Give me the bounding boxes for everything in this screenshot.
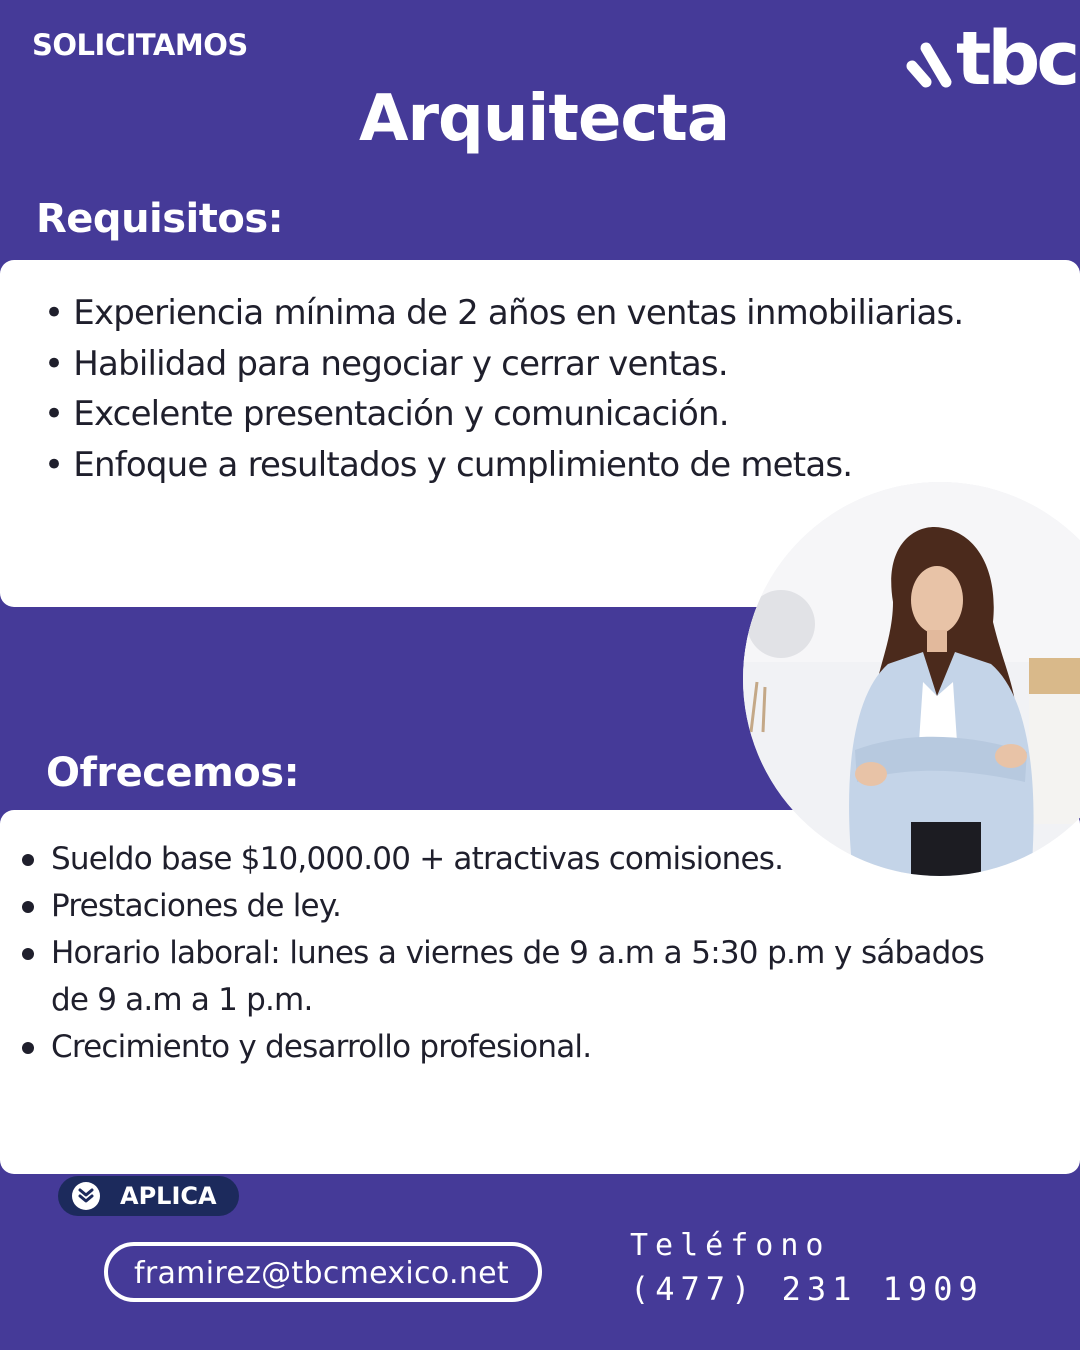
email-text: framirez@tbcmexico.net xyxy=(134,1256,509,1291)
requisitos-heading: Requisitos: xyxy=(36,196,284,242)
apply-label: APLICA xyxy=(120,1182,217,1210)
logo-text: tbc xyxy=(956,16,1077,102)
list-item: Crecimiento y desarrollo profesional. xyxy=(22,1024,984,1071)
requisitos-list xyxy=(44,288,1034,490)
job-title: Arquitecta xyxy=(358,82,730,156)
apply-button[interactable] xyxy=(58,1176,239,1216)
list-item: • Enfoque a resultados y cumplimiento de metas. xyxy=(44,440,1034,491)
ofrecemos-list xyxy=(22,836,984,1071)
list-item: Sueldo base $10,000.00 + atractivas comisiones. xyxy=(22,836,984,883)
email-link[interactable] xyxy=(104,1242,542,1302)
list-item: • Experiencia mínima de 2 años en ventas inmobiliarias. xyxy=(44,288,1034,339)
list-item: • Excelente presentación y comunicación. xyxy=(44,389,1034,440)
phone-label: Teléfono xyxy=(630,1228,831,1263)
chevron-down-circle-icon xyxy=(72,1182,100,1210)
ofrecemos-heading: Ofrecemos: xyxy=(46,750,300,796)
list-item: Horario laboral: lunes a viernes de 9 a.m a 5:30 p.m y sábados de 9 a.m a 1 p.m. xyxy=(22,930,984,1024)
tagline: SOLICITAMOS xyxy=(32,28,248,62)
list-item: • Habilidad para negociar y cerrar ventas. xyxy=(44,339,1034,390)
list-item: Prestaciones de ley. xyxy=(22,883,984,930)
phone-number[interactable]: (477) 231 1909 xyxy=(630,1270,984,1308)
